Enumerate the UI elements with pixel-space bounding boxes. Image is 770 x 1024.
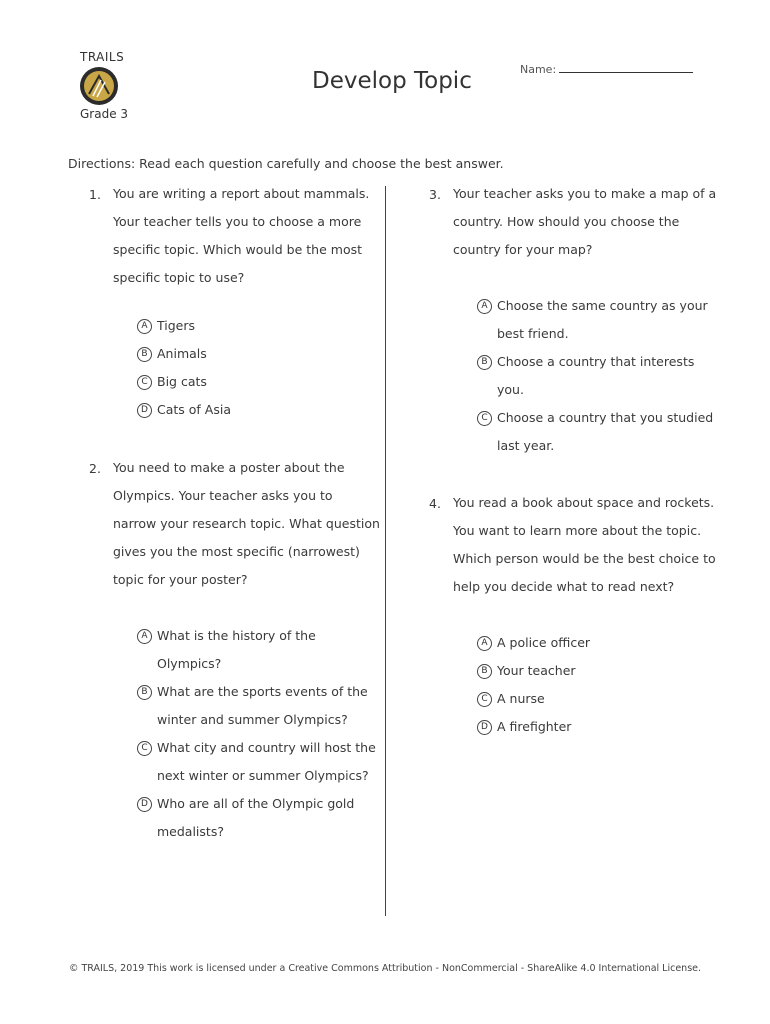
license-footer: © TRAILS, 2019 This work is licensed under a Creative Commons Attribution - NonCommercial - ShareAlike 4.0 International License. [68, 963, 702, 974]
question-text: You need to make a poster about the Olympics. Your teacher asks you to narrow your research topic. What question gives you the most specific (narrowest) topic for your poster? [113, 460, 380, 587]
option-c[interactable]: C What city and country will host the next winter or summer Olympics? [137, 734, 376, 790]
option-letter: A [477, 636, 492, 651]
options [137, 622, 376, 846]
option-b[interactable]: B What are the sports events of the winter and summer Olympics? [137, 678, 376, 734]
option-b[interactable]: B Your teacher [477, 657, 590, 685]
options [477, 292, 713, 460]
trails-logo [76, 50, 136, 122]
option-letter: C [477, 411, 492, 426]
option-letter: D [477, 720, 492, 735]
question-text: You read a book about space and rockets. You want to learn more about the topic. Which person would be the best choice to help you decide what to read next? [453, 495, 716, 594]
option-letter: B [477, 664, 492, 679]
option-c[interactable]: C Big cats [137, 368, 231, 396]
option-b[interactable]: B Choose a country that interests you. [477, 348, 713, 404]
option-a[interactable]: A What is the history of the Olympics? [137, 622, 376, 678]
option-letter: C [477, 692, 492, 707]
directions: Directions: Read each question carefully and choose the best answer. [68, 156, 504, 171]
question-number: 4. [429, 496, 441, 511]
option-letter: A [137, 629, 152, 644]
option-letter: B [477, 355, 492, 370]
option-letter: B [137, 685, 152, 700]
option-b[interactable]: B Animals [137, 340, 231, 368]
question-number: 3. [429, 187, 441, 202]
options [477, 629, 590, 741]
question-text: Your teacher asks you to make a map of a country. How should you choose the country for your map? [453, 186, 717, 257]
question-number: 1. [89, 187, 101, 202]
name-blank-line[interactable] [559, 61, 693, 73]
option-d[interactable]: D A firefighter [477, 713, 590, 741]
option-a[interactable]: A Tigers [137, 312, 231, 340]
option-letter: D [137, 797, 152, 812]
question-text: You are writing a report about mammals. Your teacher tells you to choose a more specific topic. Which would be the most specific topic to use? [113, 186, 370, 285]
option-a[interactable]: A Choose the same country as your best friend. [477, 292, 713, 348]
name-field [520, 61, 693, 76]
option-letter: A [137, 319, 152, 334]
option-letter: D [137, 403, 152, 418]
page-title: Develop Topic [312, 68, 472, 94]
option-d[interactable]: D Cats of Asia [137, 396, 231, 424]
column-divider [385, 186, 386, 916]
option-letter: C [137, 741, 152, 756]
option-letter: C [137, 375, 152, 390]
option-a[interactable]: A A police officer [477, 629, 590, 657]
logo-emblem-icon [79, 66, 119, 106]
options [137, 312, 231, 424]
option-c[interactable]: C Choose a country that you studied last year. [477, 404, 713, 460]
option-c[interactable]: C A nurse [477, 685, 590, 713]
question-number: 2. [89, 461, 101, 476]
name-label: Name: [520, 63, 557, 76]
logo-grade: Grade 3 [80, 107, 129, 121]
logo-wordmark: TRAILS [80, 50, 125, 64]
option-d[interactable]: D Who are all of the Olympic gold medalists? [137, 790, 376, 846]
option-letter: B [137, 347, 152, 362]
option-letter: A [477, 299, 492, 314]
